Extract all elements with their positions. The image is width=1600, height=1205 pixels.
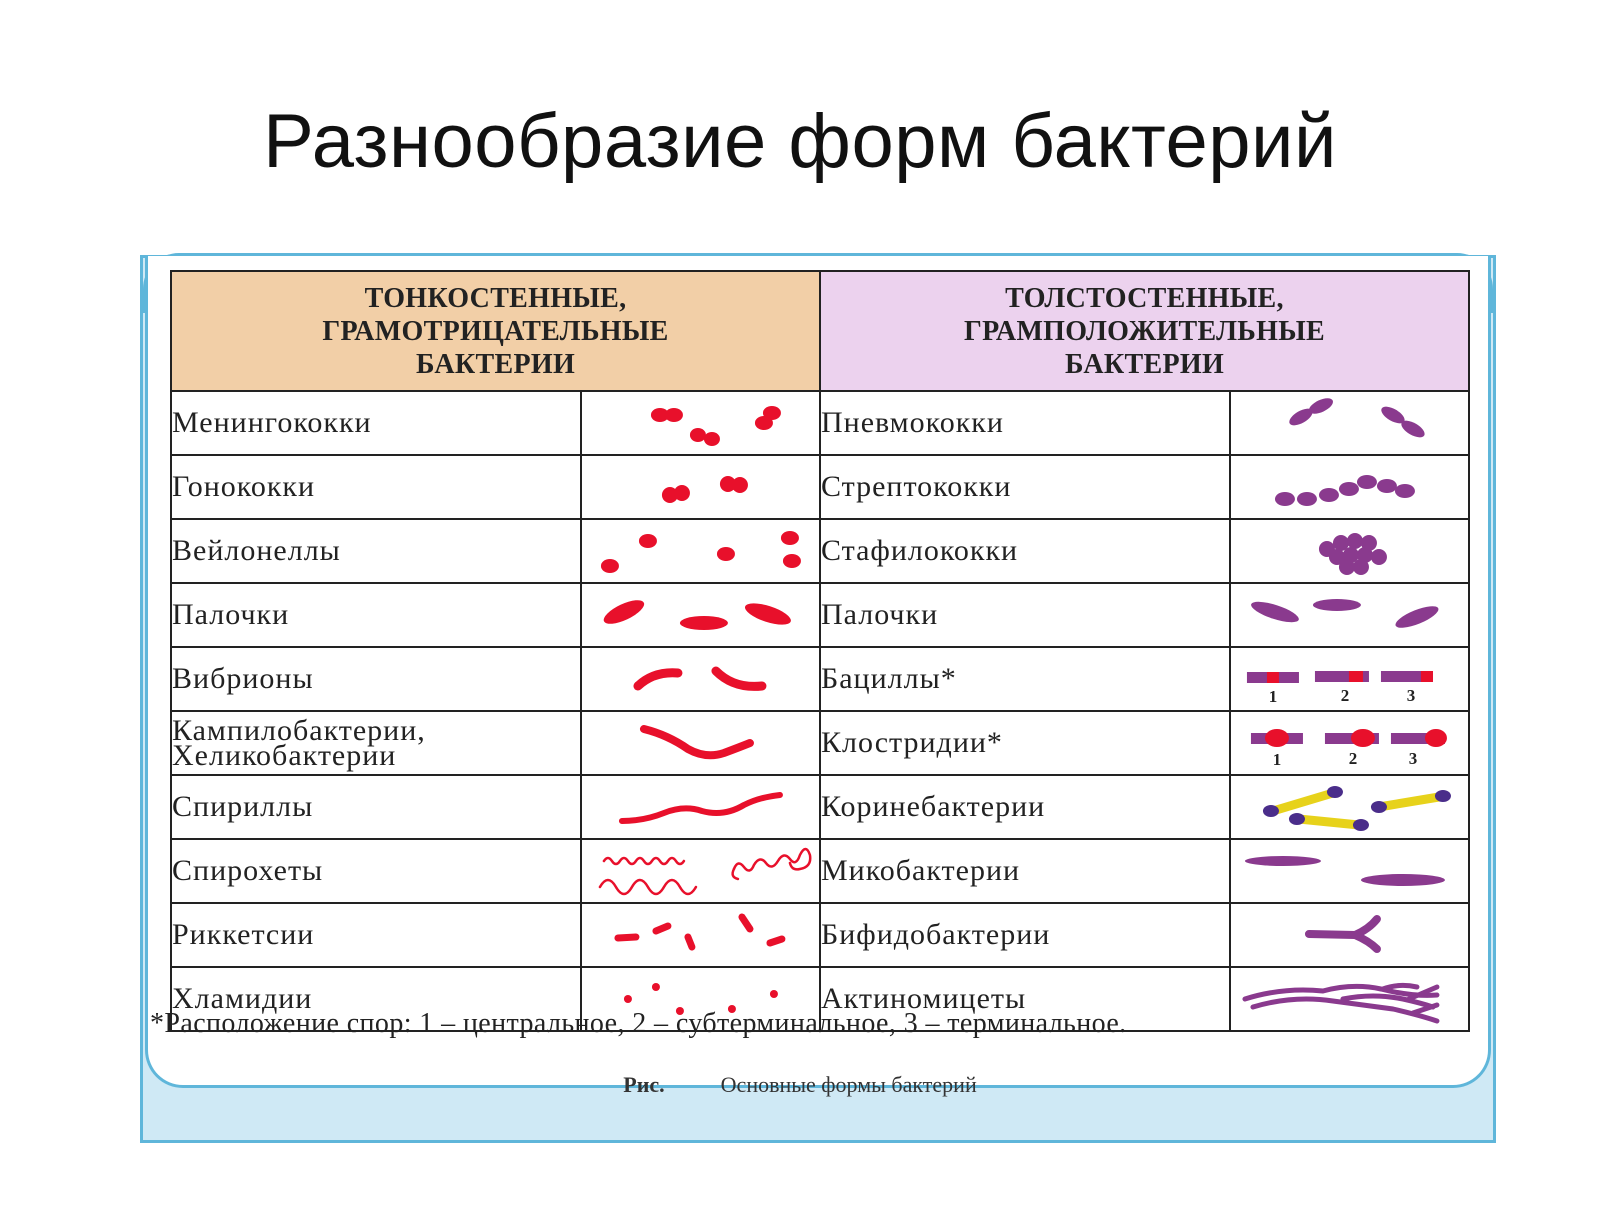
spore-number-1: 1	[1272, 750, 1282, 769]
gonococci-icon	[581, 455, 820, 519]
campylobacter-icon	[581, 711, 820, 775]
gram-positive-name: Пневмококки	[820, 391, 1230, 455]
spore-number-2: 2	[1348, 749, 1358, 768]
rods-icon	[1230, 583, 1469, 647]
table-header-row	[171, 271, 1469, 391]
caption-text: Основные формы бактерий	[720, 1072, 977, 1097]
table-row	[171, 711, 1469, 775]
gram-negative-name-line-1: Кампилобактерии,	[172, 714, 426, 747]
table-row	[171, 455, 1469, 519]
clostridia-icon	[1230, 711, 1469, 775]
spirilla-icon	[581, 775, 820, 839]
spore-position-footnote: *Расположение спор: 1 – центральное, 2 – субтерминальное, 3 – терминальное.	[150, 1008, 1127, 1039]
bacilli-icon	[1230, 647, 1469, 711]
gram-negative-name	[171, 711, 581, 775]
spore-number-1: 1	[1268, 687, 1278, 706]
gram-negative-name: Гонококки	[171, 455, 581, 519]
gram-negative-name: Менингококки	[171, 391, 581, 455]
gram-positive-name: Актиномицеты	[820, 967, 1230, 1031]
header-right-line-2: ГРАМПОЛОЖИТЕЛЬНЫЕ	[964, 315, 1325, 347]
gram-positive-name: Бациллы*	[820, 647, 1230, 711]
spore-number-2: 2	[1340, 686, 1350, 705]
gram-negative-name: Вибрионы	[171, 647, 581, 711]
veillonella-icon	[581, 519, 820, 583]
spore-number-3: 3	[1408, 749, 1418, 768]
gram-negative-name: Риккетсии	[171, 903, 581, 967]
vibrios-icon	[581, 647, 820, 711]
meningococci-icon	[581, 391, 820, 455]
gram-negative-name: Спириллы	[171, 775, 581, 839]
bifidobacteria-icon	[1230, 903, 1469, 967]
gram-positive-name: Палочки	[820, 583, 1230, 647]
gram-negative-name: Спирохеты	[171, 839, 581, 903]
bacteria-forms-table	[170, 270, 1470, 1032]
gram-positive-name: Стрептококки	[820, 455, 1230, 519]
header-right-line-3: БАКТЕРИИ	[1064, 348, 1225, 380]
gram-negative-name: Хламидии	[171, 967, 581, 1031]
gram-positive-name: Бифидобактерии	[820, 903, 1230, 967]
header-left-line-1: ТОНКОСТЕННЫЕ,	[364, 282, 627, 314]
table-row	[171, 519, 1469, 583]
table-row	[171, 775, 1469, 839]
table-row	[171, 583, 1469, 647]
gram-negative-name-line-2: Хеликобактерии	[172, 739, 397, 772]
gram-negative-name: Палочки	[171, 583, 581, 647]
gram-positive-name: Коринебактерии	[820, 775, 1230, 839]
streptococci-icon	[1230, 455, 1469, 519]
table-row	[171, 647, 1469, 711]
pneumococci-icon	[1230, 391, 1469, 455]
gram-positive-name: Клостридии*	[820, 711, 1230, 775]
rods-icon	[581, 583, 820, 647]
gram-negative-name: Вейлонеллы	[171, 519, 581, 583]
table-row	[171, 903, 1469, 967]
figure-caption	[0, 1072, 1600, 1098]
slide-title: Разнообразие форм бактерий	[263, 99, 1337, 184]
header-left-line-3: БАКТЕРИИ	[415, 348, 576, 380]
staphylococci-icon	[1230, 519, 1469, 583]
gram-positive-name: Микобактерии	[820, 839, 1230, 903]
caption-label: Рис.	[623, 1072, 665, 1097]
header-gram-negative	[171, 271, 820, 391]
header-gram-positive	[820, 271, 1469, 391]
spirochetes-icon	[581, 839, 820, 903]
rickettsia-icon	[581, 903, 820, 967]
mycobacteria-icon	[1230, 839, 1469, 903]
spore-number-3: 3	[1406, 686, 1416, 705]
corynebacteria-icon	[1230, 775, 1469, 839]
table-row	[171, 839, 1469, 903]
table-row	[171, 391, 1469, 455]
header-right-line-1: ТОЛСТОСТЕННЫЕ,	[1005, 282, 1284, 314]
gram-positive-name: Стафилококки	[820, 519, 1230, 583]
header-left-line-2: ГРАМОТРИЦАТЕЛЬНЫЕ	[322, 315, 669, 347]
